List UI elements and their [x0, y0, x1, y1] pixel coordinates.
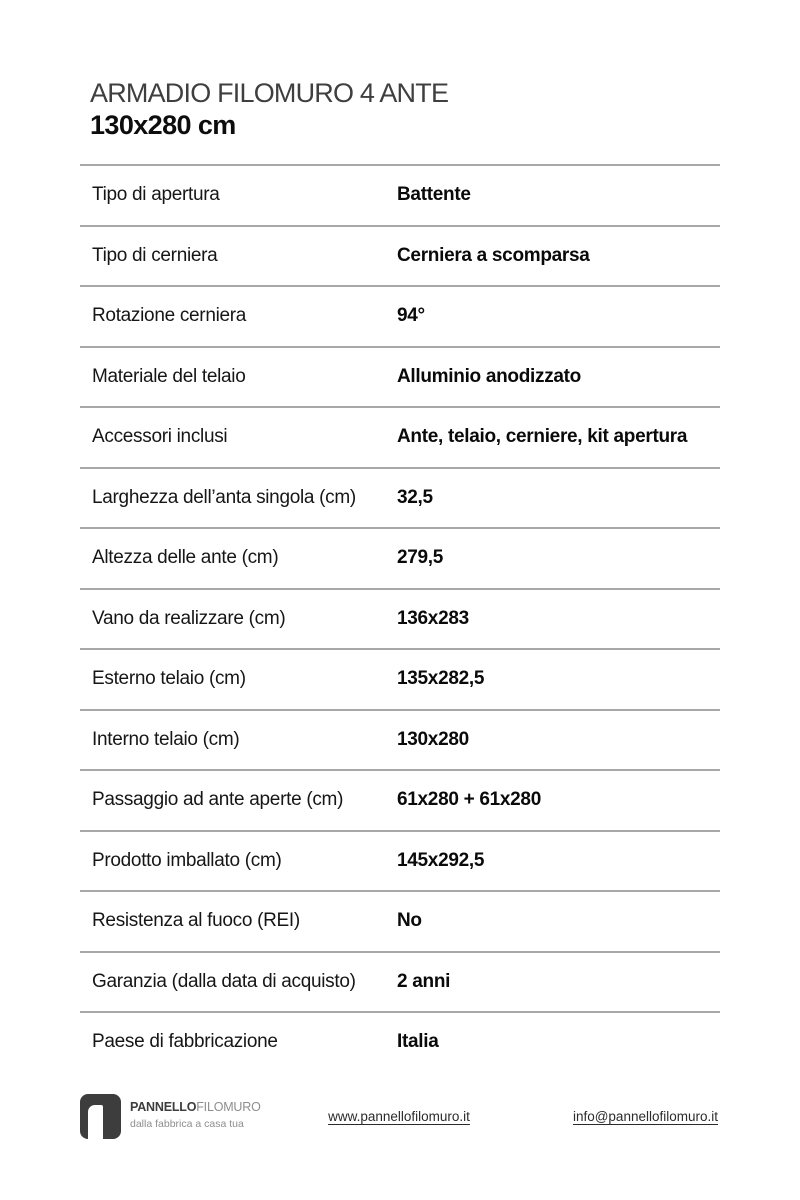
spec-label: Tipo di apertura [92, 184, 220, 206]
table-row [80, 527, 720, 588]
brand-tagline: dalla fabbrica a casa tua [130, 1118, 244, 1130]
table-row [80, 164, 720, 225]
spec-label: Esterno telaio (cm) [92, 668, 246, 690]
brand-logo [80, 1094, 261, 1139]
table-row [80, 709, 720, 770]
spec-value: No [397, 910, 422, 932]
spec-table [80, 164, 720, 1072]
table-row [80, 890, 720, 951]
spec-label: Resistenza al fuoco (REI) [92, 910, 300, 932]
table-row [80, 225, 720, 286]
spec-value: Italia [397, 1031, 439, 1053]
spec-value: 279,5 [397, 547, 444, 569]
spec-label: Larghezza dell’anta singola (cm) [92, 486, 356, 508]
spec-label: Accessori inclusi [92, 426, 228, 448]
spec-label: Garanzia (dalla data di acquisto) [92, 970, 356, 992]
table-row [80, 1011, 720, 1072]
spec-value: Ante, telaio, cerniere, kit apertura [397, 426, 688, 448]
table-row [80, 346, 720, 407]
sheet-footer [80, 1094, 720, 1150]
table-row [80, 648, 720, 709]
brand-name-light: FILOMURO [196, 1100, 261, 1114]
table-row [80, 285, 720, 346]
table-row [80, 406, 720, 467]
spec-value: 135x282,5 [397, 668, 485, 690]
spec-label: Rotazione cerniera [92, 305, 247, 327]
spec-value: Alluminio anodizzato [397, 365, 581, 387]
table-row [80, 830, 720, 891]
spec-value: 61x280 + 61x280 [397, 789, 541, 811]
table-row [80, 951, 720, 1012]
spec-value: 32,5 [397, 486, 433, 508]
spec-label: Interno telaio (cm) [92, 728, 240, 750]
spec-value: 145x292,5 [397, 849, 485, 871]
spec-label: Prodotto imballato (cm) [92, 849, 282, 871]
spec-label: Passaggio ad ante aperte (cm) [92, 789, 344, 811]
spec-value: 2 anni [397, 970, 451, 992]
spec-label: Altezza delle ante (cm) [92, 547, 279, 569]
table-row [80, 588, 720, 649]
spec-value: Cerniera a scomparsa [397, 244, 590, 266]
door-icon [88, 1105, 103, 1142]
spec-value: Battente [397, 184, 471, 206]
logo-mark [80, 1094, 121, 1139]
page-subtitle: 130x280 cm [90, 110, 236, 141]
page-title: ARMADIO FILOMURO 4 ANTE [90, 78, 449, 108]
sheet-header [90, 78, 448, 141]
brand-text [130, 1094, 261, 1139]
spec-value: 136x283 [397, 607, 469, 629]
spec-label: Paese di fabbricazione [92, 1031, 278, 1053]
website-link[interactable]: www.pannellofilomuro.it [328, 1109, 470, 1124]
email-link[interactable]: info@pannellofilomuro.it [572, 1109, 718, 1124]
brand-name [130, 1100, 261, 1115]
brand-name-bold: PANNELLO [130, 1100, 197, 1114]
table-row [80, 769, 720, 830]
spec-label: Materiale del telaio [92, 365, 246, 387]
spec-label: Vano da realizzare (cm) [92, 607, 286, 629]
table-row [80, 467, 720, 528]
spec-value: 130x280 [397, 728, 469, 750]
spec-value: 94° [397, 305, 425, 327]
spec-label: Tipo di cerniera [92, 244, 218, 266]
